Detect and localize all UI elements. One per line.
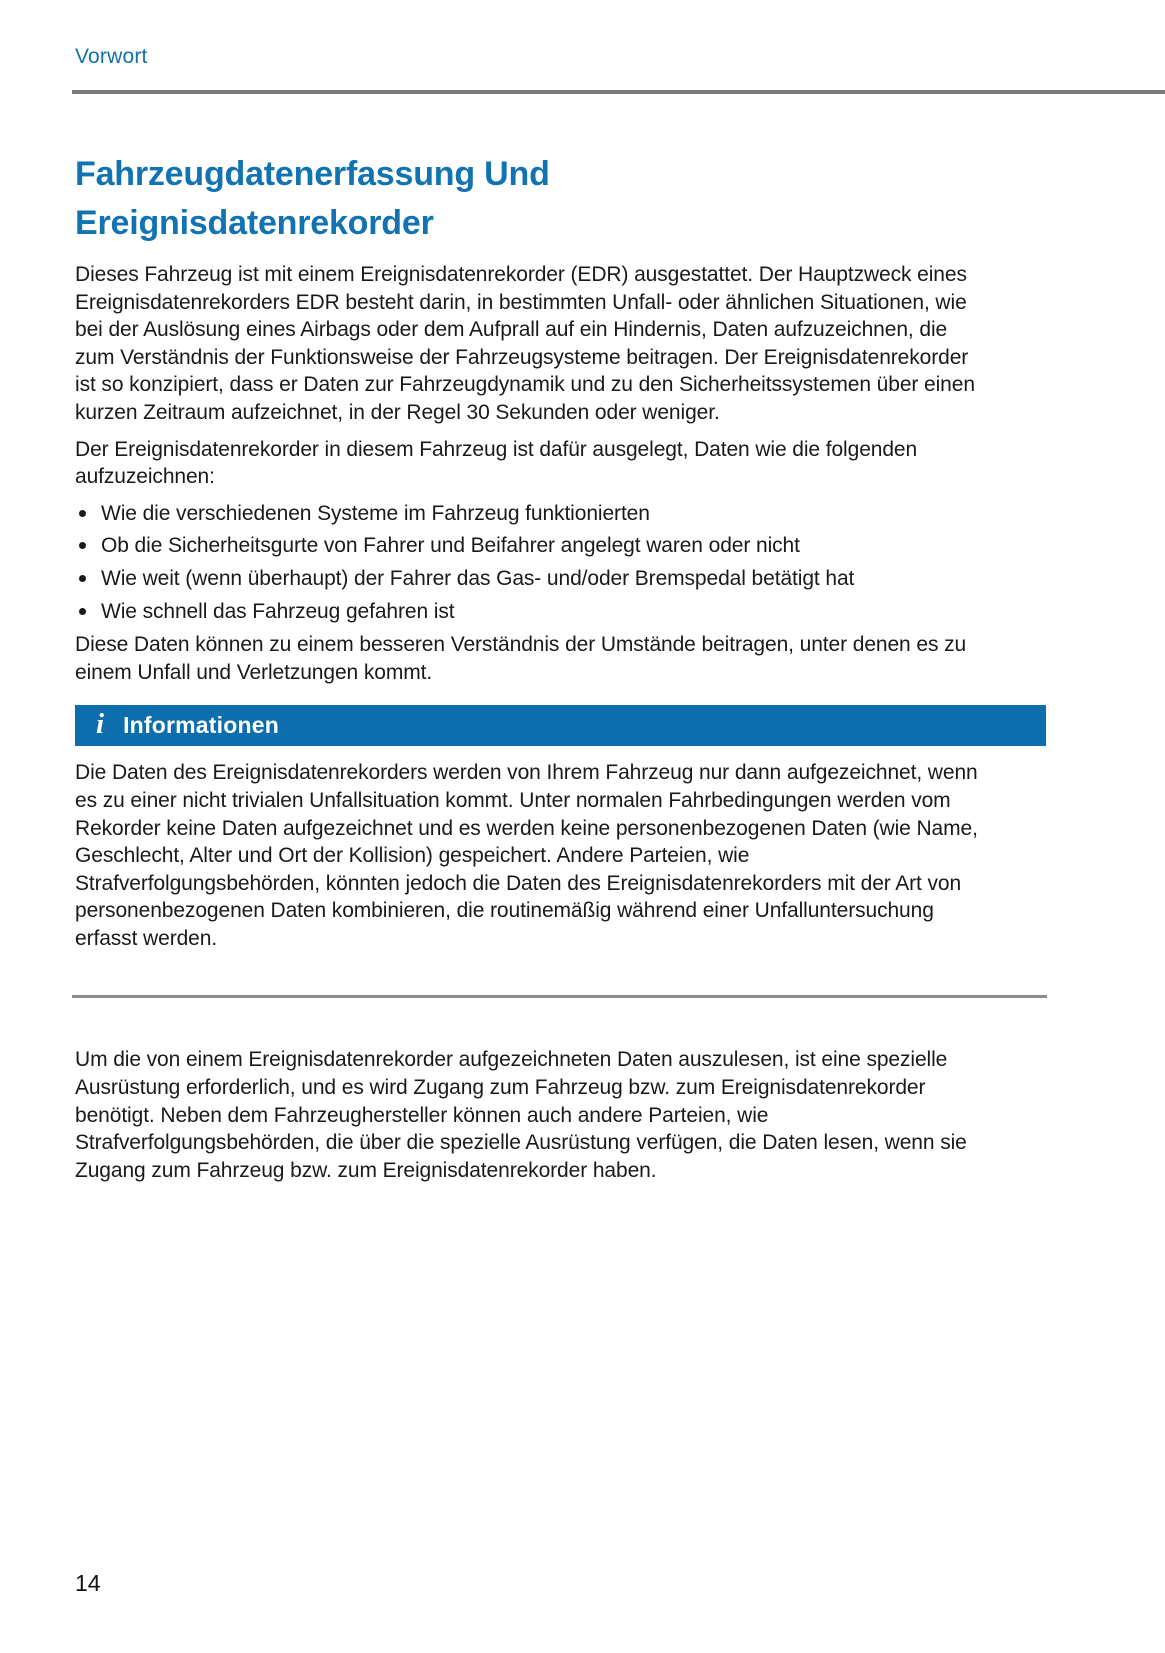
info-banner-label: Informationen xyxy=(123,712,279,739)
edr-data-list xyxy=(75,500,990,625)
paragraph-edr-intro: Dieses Fahrzeug ist mit einem Ereignisdatenrekorder (EDR) ausgestattet. Der Hauptzweck eines Ereignisdatenrekorders EDR besteht darin, in bestimmten Unfall- oder ähnlichen Situationen, wie bei der Auslösung eines Airbags oder dem Aufprall auf ein Hindernis, Daten aufzuzeichnen, die zum Verständnis der Funktionsweise der Fahrzeugsysteme beitragen. Der Ereignisdatenrekorder ist so konzipiert, dass er Daten zur Fahrzeugdynamik und zu den Sicherheitssystemen über einen kurzen Zeitraum aufzeichnet, in der Regel 30 Sekunden oder weniger. xyxy=(75,263,975,424)
section-header: Vorwort xyxy=(75,45,148,68)
header-divider xyxy=(72,90,1165,94)
info-icon: i xyxy=(96,707,105,740)
list-item xyxy=(75,598,990,626)
page-title-line1: Fahrzeugdatenerfassung Und xyxy=(75,155,550,193)
list-item-text: Wie schnell das Fahrzeug gefahren ist xyxy=(101,599,455,623)
page-title-line2: Ereignisdatenrekorder xyxy=(75,204,434,242)
page-number: 14 xyxy=(75,1570,101,1596)
info-banner xyxy=(75,705,1046,746)
list-item xyxy=(75,532,990,560)
list-item-text: Ob die Sicherheitsgurte von Fahrer und Beifahrer angelegt waren oder nicht xyxy=(101,534,800,558)
bullet-icon xyxy=(79,542,86,549)
paragraph-data-context: Diese Daten können zu einem besseren Verständnis der Umstände beitragen, unter denen es zu einem Unfall und Verletzungen kommt. xyxy=(75,633,967,684)
bullet-icon xyxy=(79,575,86,582)
paragraph-info-note: Die Daten des Ereignisdatenrekorders werden von Ihrem Fahrzeug nur dann aufgezeichnet, wenn es zu einer nicht trivialen Unfallsituation kommt. Unter normalen Fahrbedingungen werden vom Rekorder keine Daten aufgezeichnet und es werden keine personenbezogenen Daten (wie Name, Geschlecht, Alter und Ort der Kollision) gespeichert. Andere Parteien, wie Strafverfolgungsbehörden, könnten jedoch die Daten des Ereignisdatenrekorders mit der Art von personenbezogenen Daten kombinieren, die routinemäßig während einer Unfalluntersuchung erfasst werden. xyxy=(75,761,978,950)
list-item xyxy=(75,500,990,528)
bullet-icon xyxy=(79,608,86,615)
page-title xyxy=(75,150,990,248)
bullet-icon xyxy=(79,510,86,517)
paragraph-edr-purpose: Der Ereignisdatenrekorder in diesem Fahrzeug ist dafür ausgelegt, Daten wie die folgenden aufzuzeichnen: xyxy=(75,437,918,489)
page-content xyxy=(75,150,990,1193)
list-item-text: Wie die verschiedenen Systeme im Fahrzeug funktionierten xyxy=(101,501,650,525)
section-divider xyxy=(72,995,1047,998)
list-item-text: Wie weit (wenn überhaupt) der Fahrer das Gas- und/oder Bremspedal betätigt hat xyxy=(101,566,855,590)
paragraph-readout: Um die von einem Ereignisdatenrekorder aufgezeichneten Daten auszulesen, ist eine spezielle Ausrüstung erforderlich, und es wird Zugang zum Fahrzeug bzw. zum Ereignisdatenrekorder benötigt. Neben dem Fahrzeughersteller können auch andere Parteien, wie Strafverfolgungsbehörden, die über die spezielle Ausrüstung verfügen, die Daten lesen, wenn sie Zugang zum Fahrzeug bzw. zum Ereignisdatenrekorder haben. xyxy=(75,1048,967,1182)
list-item xyxy=(75,565,990,593)
